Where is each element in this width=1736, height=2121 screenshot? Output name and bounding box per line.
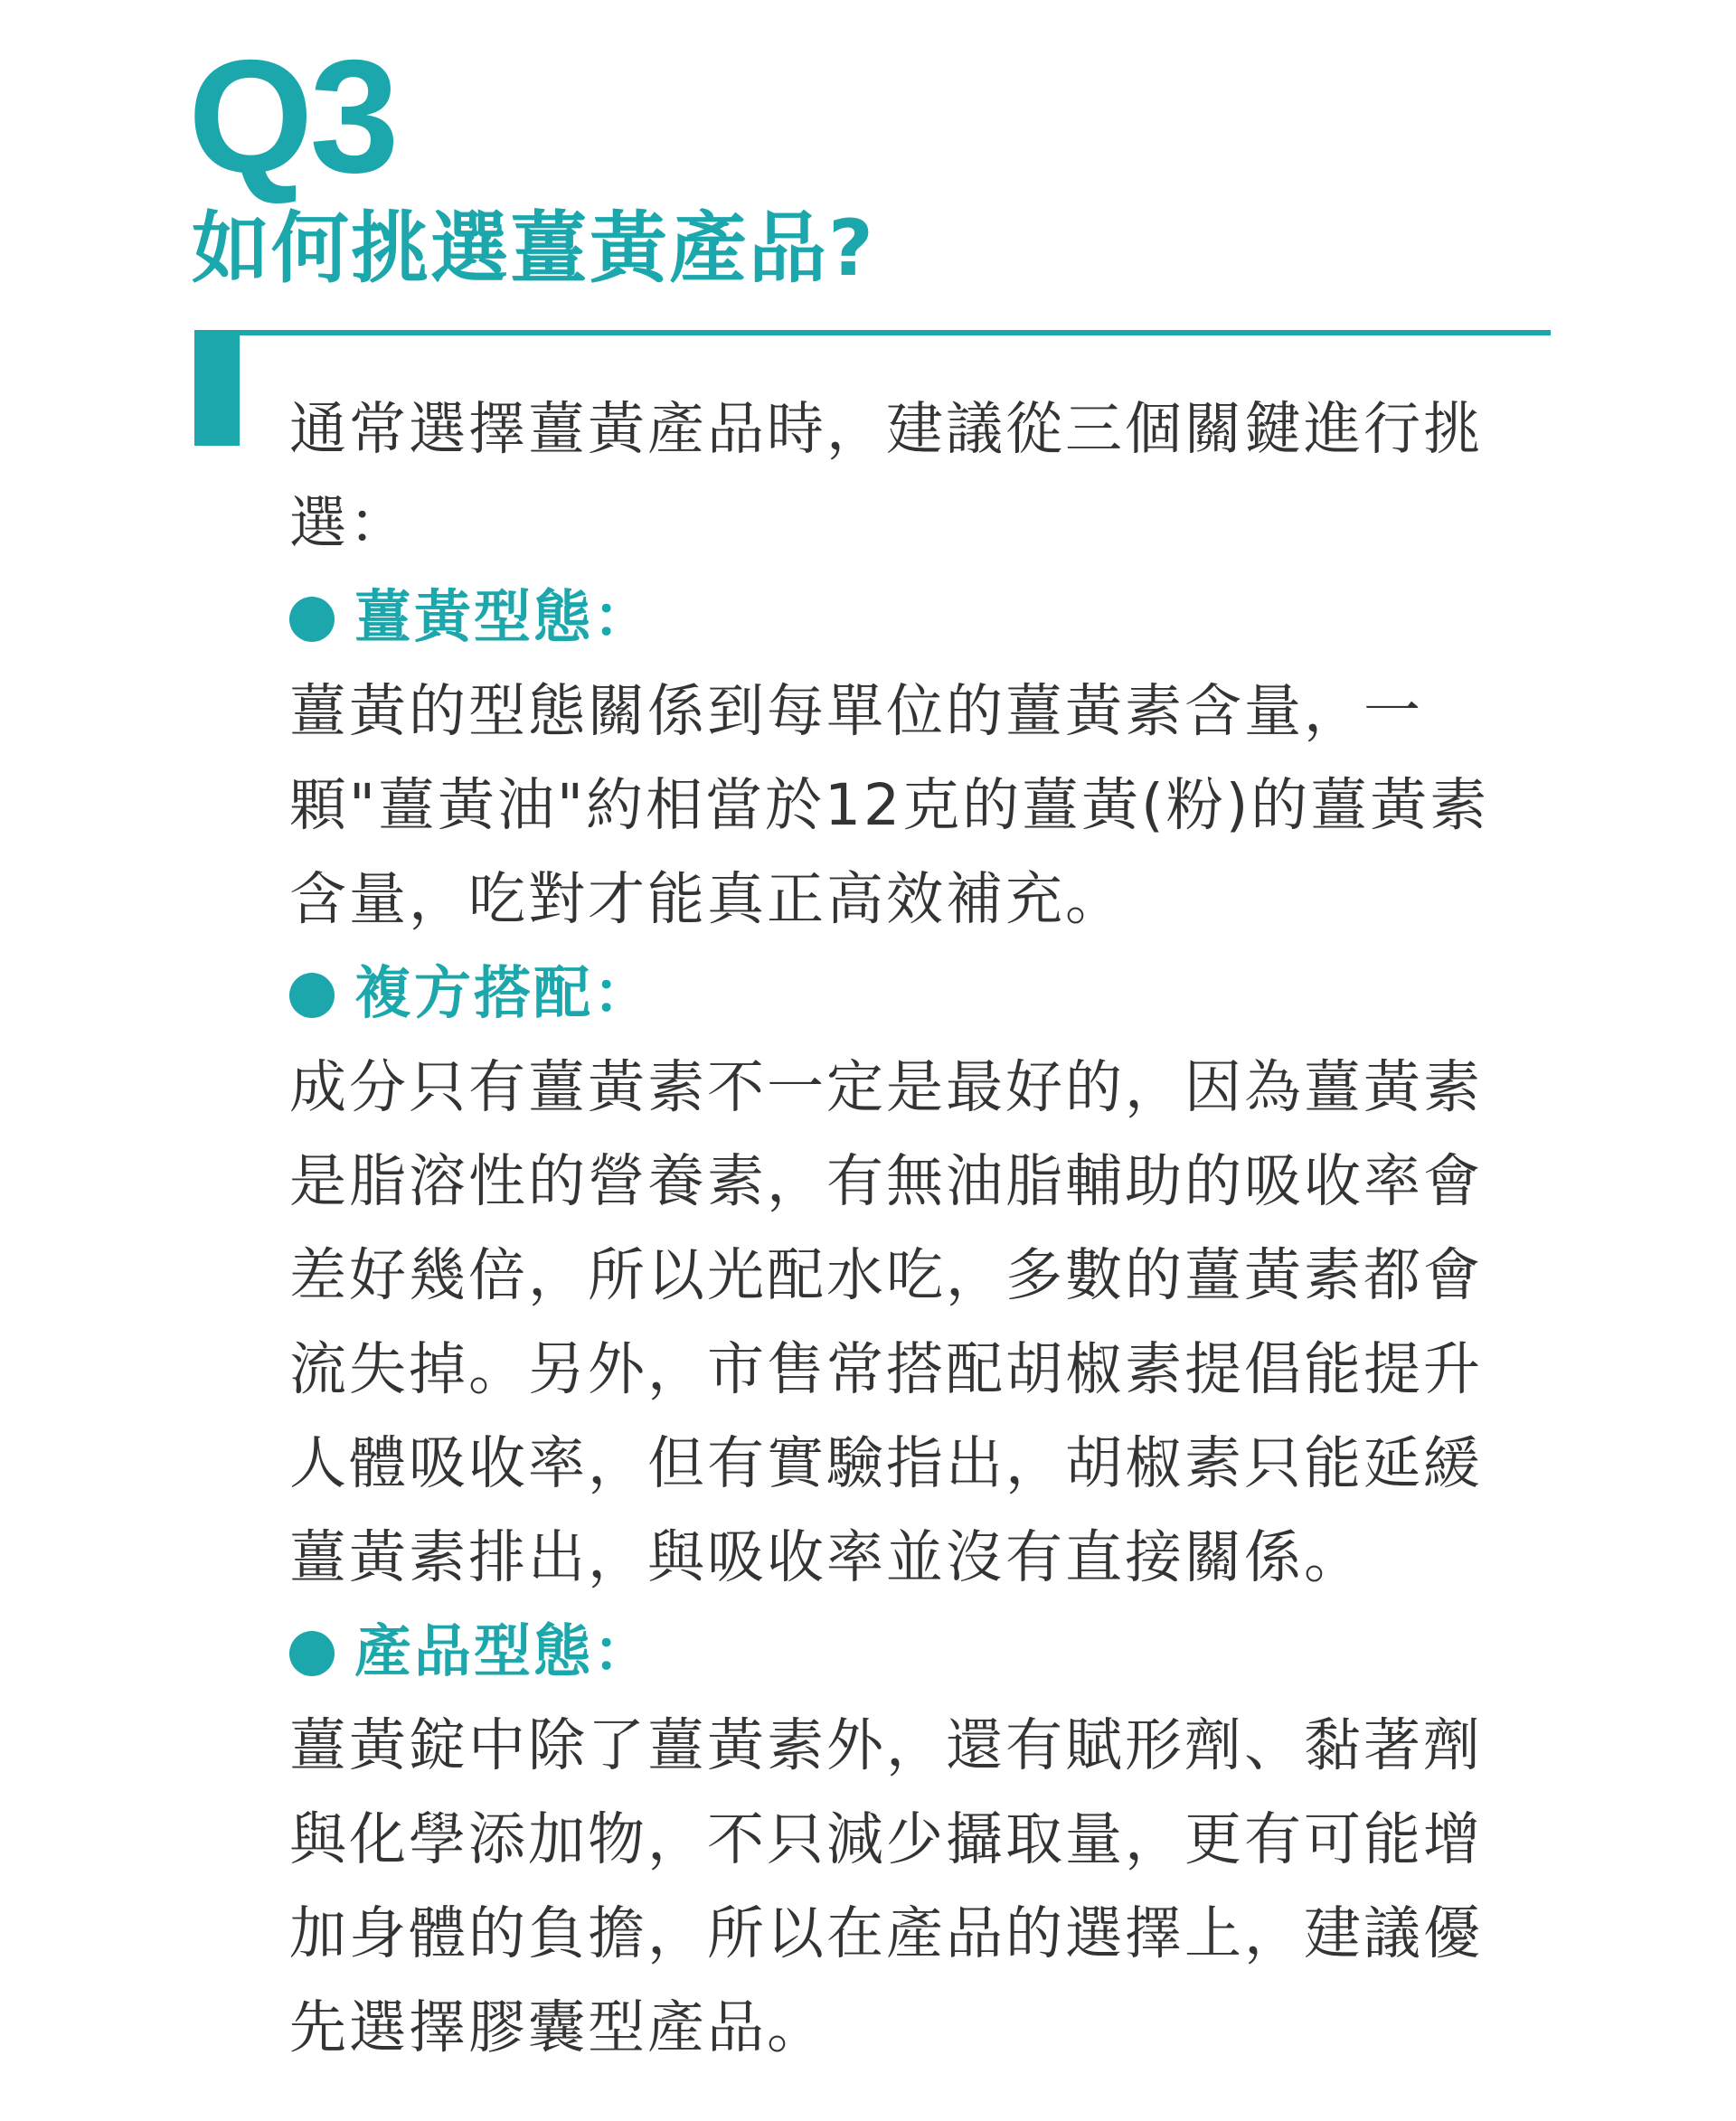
section-heading-label: 產品型態： xyxy=(354,1618,653,1684)
section-heading-compound-formula xyxy=(289,947,1537,1041)
question-title: 如何挑選薑黃產品? xyxy=(192,203,875,294)
bullet-icon xyxy=(289,597,335,642)
section-heading-label: 複方搭配： xyxy=(354,960,653,1026)
answer-content xyxy=(289,382,1537,2075)
bullet-icon xyxy=(289,973,335,1018)
section-body-turmeric-form: 薑黃的型態關係到每單位的薑黃素含量，一顆"薑黃油"約相當於12克的薑黃(粉)的薑黃素含量，吃對才能真正高效補充。 xyxy=(289,678,1490,932)
section-body-compound-formula: 成分只有薑黃素不一定是最好的，因為薑黃素是脂溶性的營養素，有無油脂輔助的吸收率會差好幾倍，所以光配水吃，多數的薑黃素都會流失掉。另外，市售常搭配胡椒素提倡能提升人體吸收率，但有實驗指出，胡椒素只能延緩薑黃素排出，與吸收率並沒有直接關係。 xyxy=(289,1054,1483,1590)
question-number: Q3 xyxy=(188,26,396,206)
divider-accent-block xyxy=(194,330,240,446)
section-heading-label: 薑黃型態： xyxy=(354,584,653,650)
section-heading-turmeric-form xyxy=(289,570,1537,665)
title-divider xyxy=(194,330,1551,335)
bullet-icon xyxy=(289,1631,335,1676)
section-heading-product-form xyxy=(289,1605,1537,1699)
intro-text: 通常選擇薑黃產品時，建議從三個關鍵進行挑選： xyxy=(289,396,1483,556)
section-body-product-form: 薑黃錠中除了薑黃素外，還有賦形劑、黏著劑與化學添加物，不只減少攝取量，更有可能增加身體的負擔，所以在產品的選擇上，建議優先選擇膠囊型產品。 xyxy=(289,1712,1483,2060)
